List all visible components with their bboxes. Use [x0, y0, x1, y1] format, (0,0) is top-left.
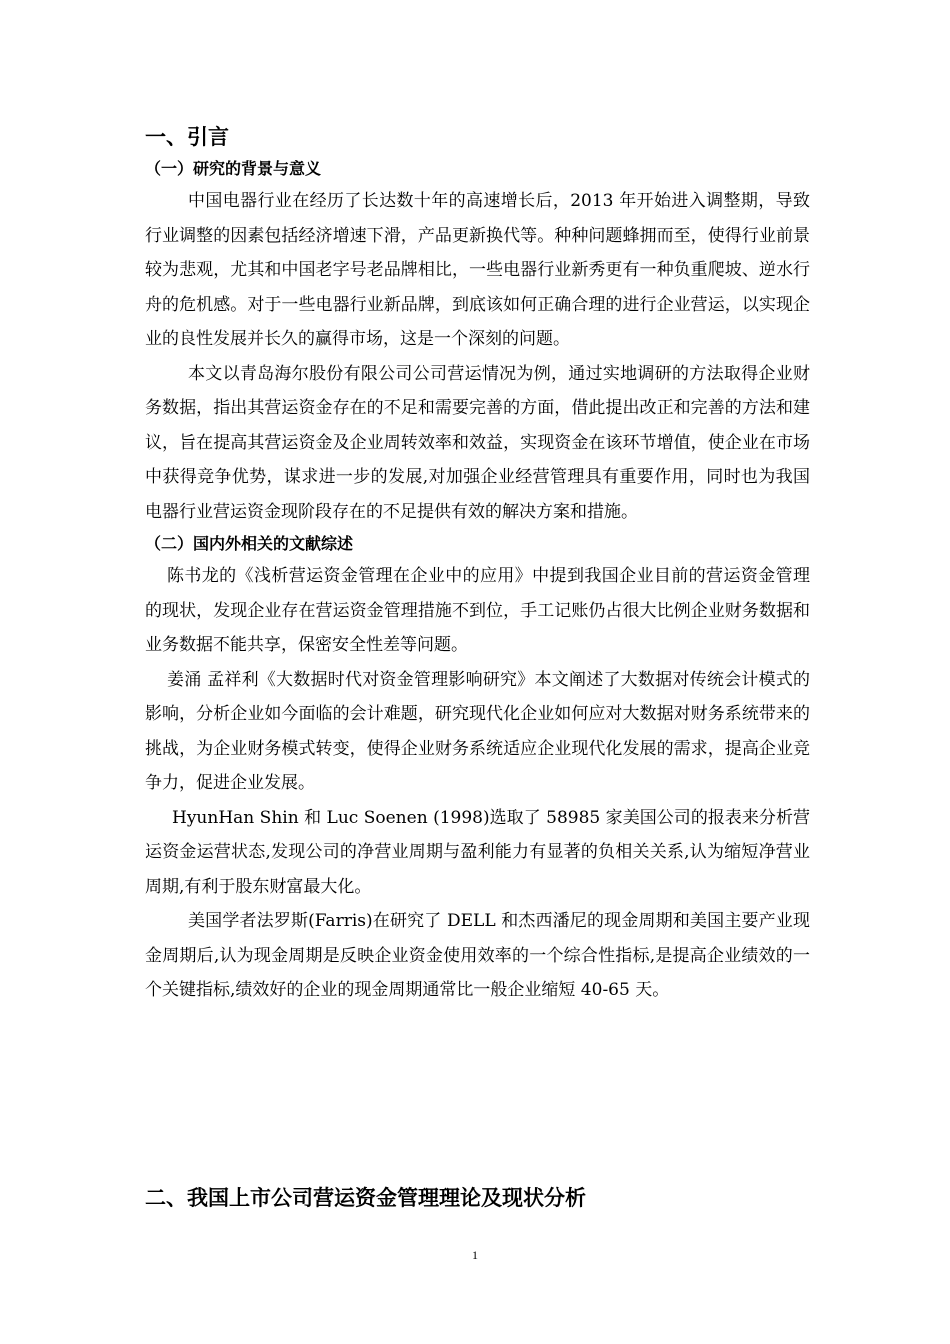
paragraph-literature-chen: 陈书龙的《浅析营运资金管理在企业中的应用》中提到我国企业目前的营运资金管理的现状，发现企业存在营运资金管理措施不到位，手工记账仍占很大比例企业财务数据和业务数据不能共享，保密安全性差等问题。 — [145, 566, 810, 655]
subsection-2-title: （二）国内外相关的文献综述 — [145, 534, 354, 553]
section-1-title: 一、引言 — [145, 125, 229, 149]
page-number: 1 — [472, 1248, 478, 1262]
paragraph-literature-jiang: 姜涌 孟祥利《大数据时代对资金管理影响研究》本文阐述了大数据对传统会计模式的影响，分析企业如今面临的会计难题，研究现代化企业如何应对大数据对财务系统带来的挑战，为企业财务模式转变，使得企业财务系统适应企业现代化发展的需求，提高企业竞争力，促进企业发展。 — [145, 669, 810, 793]
paragraph-literature-farris: 美国学者法罗斯(Farris)在研究了 DELL 和杰西潘尼的现金周期和美国主要产业现金周期后,认为现金周期是反映企业资金使用效率的一个综合性指标,是提高企业绩效的一个关键指标,绩效好的企业的现金周期通常比一般企业缩短 40-65 天。 — [145, 911, 810, 1000]
section-2-title: 二、我国上市公司营运资金管理理论及现状分析 — [145, 1186, 586, 1210]
paragraph-literature-shin: HyunHan Shin 和 Luc Soenen (1998)选取了 58985 家美国公司的报表来分析营运资金运营状态,发现公司的净营业周期与盈利能力有显著的负相关关系,认为缩短净营业周期,有利于股东财富最大化。 — [145, 807, 810, 897]
page-body — [145, 120, 810, 1008]
paragraph-background: 中国电器行业在经历了长达数十年的高速增长后，2013 年开始进入调整期，导致行业调整的因素包括经济增速下滑，产品更新换代等。种种问题蜂拥而至，使得行业前景较为悲观，尤其和中国老字号老品牌相比，一些电器行业新秀更有一种负重爬坡、逆水行舟的危机感。对于一些电器行业新品牌，到底该如何正确合理的进行企业营运，以实现企业的良性发展并长久的赢得市场，这是一个深刻的问题。 — [145, 191, 810, 349]
subsection-1-title: （一）研究的背景与意义 — [145, 159, 322, 178]
paragraph-purpose: 本文以青岛海尔股份有限公司公司营运情况为例，通过实地调研的方法取得企业财务数据，指出其营运资金存在的不足和需要完善的方面，借此提出改正和完善的方法和建议，旨在提高其营运资金及企业周转效率和效益，实现资金在该环节增值，使企业在市场中获得竞争优势，谋求进一步的发展,对加强企业经营管理具有重要作用，同时也为我国电器行业营运资金现阶段存在的不足提供有效的解决方案和措施。 — [145, 363, 810, 522]
